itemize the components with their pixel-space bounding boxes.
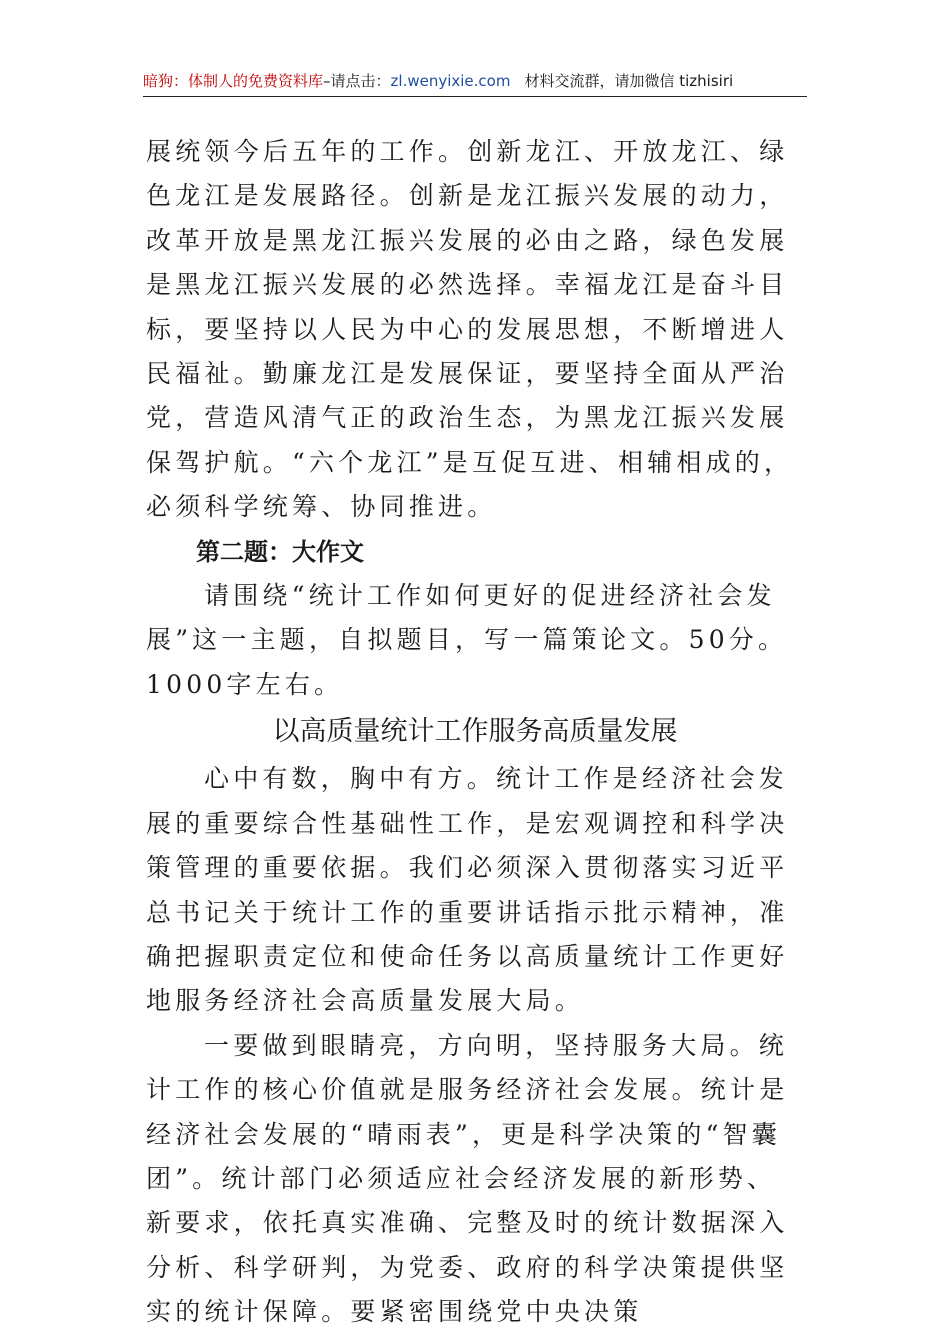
header-contact: 材料交流群，请加微信 tizhisiri — [524, 72, 734, 90]
paragraph-2: 请围绕“统计工作如何更好的促进经济社会发展”这一主题，自拟题目，写一篇策论文。50分。1000字左右。 — [146, 581, 788, 699]
header-site-name: 暗狗：体制人的免费资料库 — [143, 72, 324, 90]
essay-title: 以高质量统计工作服务高质量发展 — [272, 716, 678, 748]
header-prompt: –请点击： — [323, 72, 391, 90]
document-body — [146, 130, 804, 1335]
paragraph-3: 心中有数，胸中有方。统计工作是经济社会发展的重要综合性基础性工作，是宏观调控和科学决策管理的重要依据。我们必须深入贯彻落实习近平总书记关于统计工作的重要讲话指示批示精神，准确把握职责定位和使命任务以高质量统计工作更好地服务经济社会高质量发展大局。 — [146, 764, 789, 1016]
header-link[interactable]: zl.wenyixie.com — [390, 72, 511, 90]
page-header — [143, 68, 807, 97]
paragraph-1: 展统领今后五年的工作。创新龙江、开放龙江、绿色龙江是发展路径。创新是龙江振兴发展的动力，改革开放是黑龙江振兴发展的必由之路，绿色发展是黑龙江振兴发展的必然选择。幸福龙江是奋斗目标，要坚持以人民为中心的发展思想，不断增进人民福祉。勤廉龙江是发展保证，要坚持全面从严治党，营造风清气正的政治生态，为黑龙江振兴发展保驾护航。“六个龙江”是互促互进、相辅相成的，必须科学统筹、协同推进。 — [146, 137, 794, 522]
paragraph-4: 一要做到眼睛亮，方向明，坚持服务大局。统计工作的核心价值就是服务经济社会发展。统计是经济社会发展的“晴雨表”，更是科学决策的“智囊团”。统计部门必须适应社会经济发展的新形势、新要求，依托真实准确、完整及时的统计数据深入分析、科学研判，为党委、政府的科学决策提供坚实的统计保障。要紧密围绕党中央决策 — [146, 1030, 789, 1327]
section-subheading: 第二题：大作文 — [196, 537, 364, 566]
